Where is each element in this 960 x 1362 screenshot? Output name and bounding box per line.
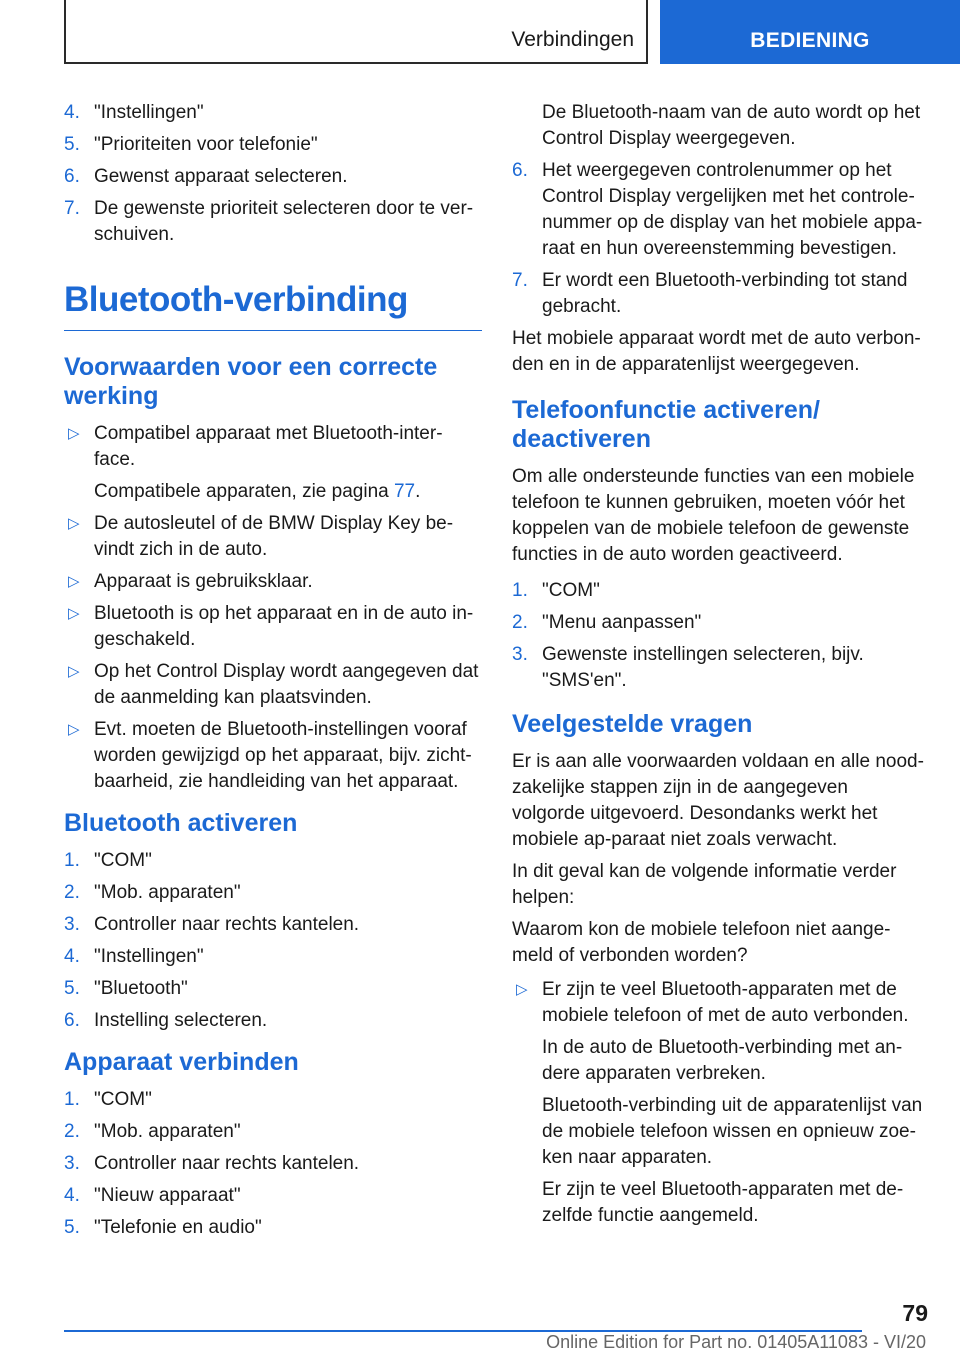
- right-column: [512, 100, 926, 1235]
- faq-question: Waarom kon de mobiele telefoon niet aange-meld of verbonden worden?: [512, 919, 891, 966]
- faq-paragraph-1: Er is aan alle voorwaarden voldaan en alle nood-zakelijke stappen zijn in de aangegeven volgorde uitgevoerd. Desondanks werkt het mobiele ap-paraat niet zoals verwacht.: [512, 751, 924, 850]
- step-number: 4.: [64, 1185, 80, 1206]
- list-item: [64, 976, 482, 1002]
- list-item: [64, 1119, 482, 1145]
- requirements-list-cont: [64, 511, 482, 795]
- bullet-text: Evt. moeten de Bluetooth-instellingen vooraf worden gewijzigd op het apparaat, bijv. zicht-baarheid, zie handleiding van het apparaat.: [94, 719, 472, 792]
- step-text: "Bluetooth": [94, 978, 188, 999]
- bullet-text: De autosleutel of de BMW Display Key be-vindt zich in de auto.: [94, 513, 454, 560]
- step-text: Gewenst apparaat selecteren.: [94, 166, 348, 187]
- step-number: 3.: [512, 644, 528, 665]
- list-item: [512, 610, 926, 636]
- step-number: 5.: [64, 1217, 80, 1238]
- step-text: "COM": [542, 580, 600, 601]
- triangle-bullet-icon: ▷: [68, 425, 80, 442]
- list-item: [64, 848, 482, 874]
- step-text: "COM": [94, 850, 152, 871]
- list-item: [64, 132, 482, 158]
- activate-steps-list: [64, 848, 482, 1034]
- step-number: 4.: [64, 102, 80, 123]
- triangle-bullet-icon: ▷: [68, 721, 80, 738]
- step-text: "Menu aanpassen": [542, 612, 702, 633]
- step-number: 6.: [64, 1010, 80, 1031]
- list-item: [64, 1151, 482, 1177]
- left-column: [64, 100, 482, 1247]
- header-tab-bediening[interactable]: BEDIENING: [660, 0, 960, 64]
- step-text: "Instellingen": [94, 102, 204, 123]
- phone-function-paragraph: Om alle ondersteunde functies van een mobiele telefoon te kunnen gebruiken, moeten vóór het koppelen van de mobiele telefoon de gewenste functies in de auto worden geactiveerd.: [512, 466, 915, 565]
- list-item: [512, 158, 926, 262]
- faq-sub-3: Er zijn te veel Bluetooth-apparaten met de-zelfde functie aangemeld.: [542, 1179, 904, 1226]
- step-number: 2.: [64, 1121, 80, 1142]
- step-text: Er wordt een Bluetooth-verbinding tot stand gebracht.: [542, 270, 908, 317]
- step-text: Controller naar rechts kantelen.: [94, 914, 360, 935]
- step-number: 7.: [64, 198, 80, 219]
- list-item: [64, 100, 482, 126]
- step-text: "Prioriteiten voor telefonie": [94, 134, 318, 155]
- step-number: 1.: [512, 580, 528, 601]
- step-number: 7.: [512, 270, 528, 291]
- list-item: [64, 421, 482, 473]
- subheading-bluetooth-activate: Bluetooth activeren: [64, 809, 298, 837]
- list-item: [64, 601, 482, 653]
- list-item: [64, 944, 482, 970]
- subheading-faq: Veelgestelde vragen: [512, 710, 753, 738]
- triangle-bullet-icon: ▷: [516, 981, 528, 998]
- footer-edition: Online Edition for Part no. 01405A11083 - VI/20: [546, 1332, 926, 1352]
- list-item: [64, 1215, 482, 1241]
- compat-note: [64, 479, 482, 505]
- step-text: "Mob. apparaten": [94, 882, 241, 903]
- requirements-list: [64, 421, 482, 473]
- step-number: 5.: [64, 134, 80, 155]
- step-text: De gewenste prioriteit selecteren door te ver-schuiven.: [94, 198, 474, 245]
- step-text: "Telefonie en audio": [94, 1217, 262, 1238]
- step-text: Het weergegeven controlenummer op het Control Display vergelijken met het controle-nummer op de display van het mobiele appa-raat en hun overeenstemming bevestigen.: [542, 160, 923, 259]
- faq-bullets: [512, 977, 926, 1029]
- section-heading-bluetooth: Bluetooth-verbinding: [64, 278, 482, 331]
- step-text: "Nieuw apparaat": [94, 1185, 241, 1206]
- list-item: [64, 196, 482, 248]
- faq-sub-2: Bluetooth-verbinding uit de apparatenlijst van de mobiele telefoon wissen en opnieuw zoe-ken naar apparaten.: [542, 1095, 923, 1168]
- step-text: Gewenste instellingen selecteren, bijv. "SMS'en".: [542, 644, 864, 691]
- connect-steps-list: [64, 1087, 482, 1241]
- list-item: [64, 569, 482, 595]
- step-text: "COM": [94, 1089, 152, 1110]
- faq-paragraph-2: In dit geval kan de volgende informatie verder helpen:: [512, 861, 897, 908]
- top-steps-list: [64, 100, 482, 248]
- compat-note-period: .: [415, 481, 421, 502]
- triangle-bullet-icon: ▷: [68, 515, 80, 532]
- bullet-text: Op het Control Display wordt aangegeven dat de aanmelding kan plaatsvinden.: [94, 661, 479, 708]
- list-item: [512, 642, 926, 694]
- bullet-text: Bluetooth is op het apparaat en in de auto in-geschakeld.: [94, 603, 474, 650]
- step-number: 6.: [64, 166, 80, 187]
- list-item: [64, 164, 482, 190]
- step-number: 6.: [512, 160, 528, 181]
- step-text: Controller naar rechts kantelen.: [94, 1153, 360, 1174]
- header-frame: [64, 0, 648, 64]
- triangle-bullet-icon: ▷: [68, 605, 80, 622]
- triangle-bullet-icon: ▷: [68, 573, 80, 590]
- bullet-text: Er zijn te veel Bluetooth-apparaten met de mobiele telefoon of met de auto verbonden.: [542, 979, 909, 1026]
- list-item: [64, 1087, 482, 1113]
- bullet-text: Apparaat is gebruiksklaar.: [94, 571, 313, 592]
- step-number: 2.: [512, 612, 528, 633]
- page-number: 79: [902, 1300, 928, 1326]
- step-text: Instelling selecteren.: [94, 1010, 268, 1031]
- step-number: 3.: [64, 1153, 80, 1174]
- page-link-77[interactable]: 77: [393, 481, 416, 502]
- connect-steps-list-cont: [512, 158, 926, 320]
- list-item: [64, 1183, 482, 1209]
- step-text: "Mob. apparaten": [94, 1121, 241, 1142]
- phone-steps-list: [512, 578, 926, 694]
- subheading-device-connect: Apparaat verbinden: [64, 1048, 299, 1076]
- list-item: [512, 578, 926, 604]
- list-item: [64, 659, 482, 711]
- step-number: 1.: [64, 850, 80, 871]
- step-number: 2.: [64, 882, 80, 903]
- step-number: 1.: [64, 1089, 80, 1110]
- triangle-bullet-icon: ▷: [68, 663, 80, 680]
- list-item: [64, 880, 482, 906]
- list-item: [64, 1008, 482, 1034]
- subheading-phone-function: Telefoonfunctie activeren/ deactiveren: [512, 396, 820, 453]
- list-item: [512, 268, 926, 320]
- step-number: 4.: [64, 946, 80, 967]
- list-item: [64, 717, 482, 795]
- step-number: 5.: [64, 978, 80, 999]
- subheading-requirements: Voorwaarden voor een correcte werking: [64, 353, 438, 410]
- list-item: [64, 511, 482, 563]
- bullet-text: Compatibel apparaat met Bluetooth-inter-face.: [94, 423, 443, 470]
- faq-sub-1: In de auto de Bluetooth-verbinding met an-dere apparaten verbreken.: [542, 1037, 903, 1084]
- step-continuation: De Bluetooth-naam van de auto wordt op het Control Display weergegeven.: [542, 102, 921, 149]
- compat-note-text: Compatibele apparaten, zie pagina: [94, 481, 394, 502]
- step-text: "Instellingen": [94, 946, 204, 967]
- step-number: 3.: [64, 914, 80, 935]
- connected-paragraph: Het mobiele apparaat wordt met de auto verbon-den en in de apparatenlijst weergegeven.: [512, 328, 921, 375]
- header-section-title: Verbindingen: [511, 28, 634, 51]
- list-item: [64, 912, 482, 938]
- list-item: [512, 977, 926, 1029]
